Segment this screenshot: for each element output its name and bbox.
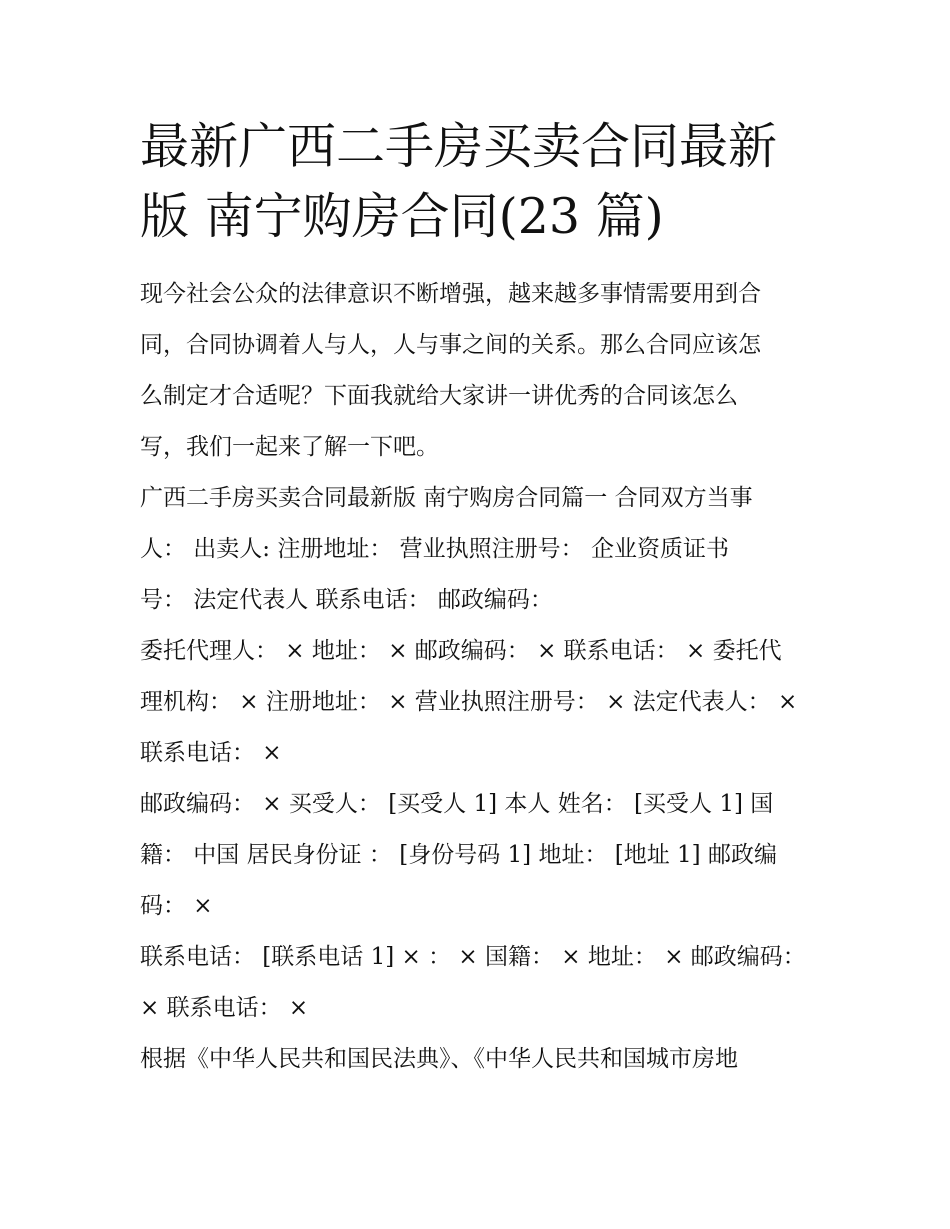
contract-parties-line: 广西二手房买卖合同最新版 南宁购房合同篇一 合同双方当事 (140, 485, 753, 511)
agent-info-line: 联系电话： × (140, 740, 282, 766)
title-line: 最新广西二手房买卖合同最新 (140, 118, 778, 175)
intro-line: 写，我们一起来了解一下吧。 (140, 434, 439, 460)
title-line: 版 南宁购房合同(23 篇) (140, 188, 664, 245)
contract-parties-line: 人： 出卖人: 注册地址： 营业执照注册号： 企业资质证书 (140, 536, 729, 562)
agent-info-line: 理机构： × 注册地址： × 营业执照注册号： × 法定代表人： × (140, 689, 798, 715)
document-page (140, 112, 812, 1085)
intro-line: 么制定才合适呢？下面我就给大家讲一讲优秀的合同该怎么 (140, 383, 738, 409)
document-title (140, 112, 812, 252)
buyer-info-line: 籍： 中国 居民身份证 ： [身份号码 1] 地址： [地址 1] 邮政编 (140, 842, 777, 868)
intro-line: 同，合同协调着人与人，人与事之间的关系。那么合同应该怎 (140, 332, 761, 358)
agent-info-line: 委托代理人： × 地址： × 邮政编码： × 联系电话： × 委托代 (140, 638, 782, 664)
contact-info-line: × 联系电话： × (140, 995, 309, 1021)
buyer-info-line: 邮政编码： × 买受人： [买受人 1] 本人 姓名： [买受人 1] 国 (140, 791, 774, 817)
document-body (140, 269, 812, 1085)
buyer-info-line: 码： × (140, 893, 213, 919)
legal-basis-line: 根据《中华人民共和国民法典》、《中华人民共和国城市房地 (140, 1046, 738, 1072)
intro-line: 现今社会公众的法律意识不断增强，越来越多事情需要用到合 (140, 281, 761, 307)
contract-parties-line: 号： 法定代表人 联系电话： 邮政编码： (140, 587, 553, 613)
contact-info-line: 联系电话： [联系电话 1] × ： × 国籍： × 地址： × 邮政编码： (140, 944, 806, 970)
